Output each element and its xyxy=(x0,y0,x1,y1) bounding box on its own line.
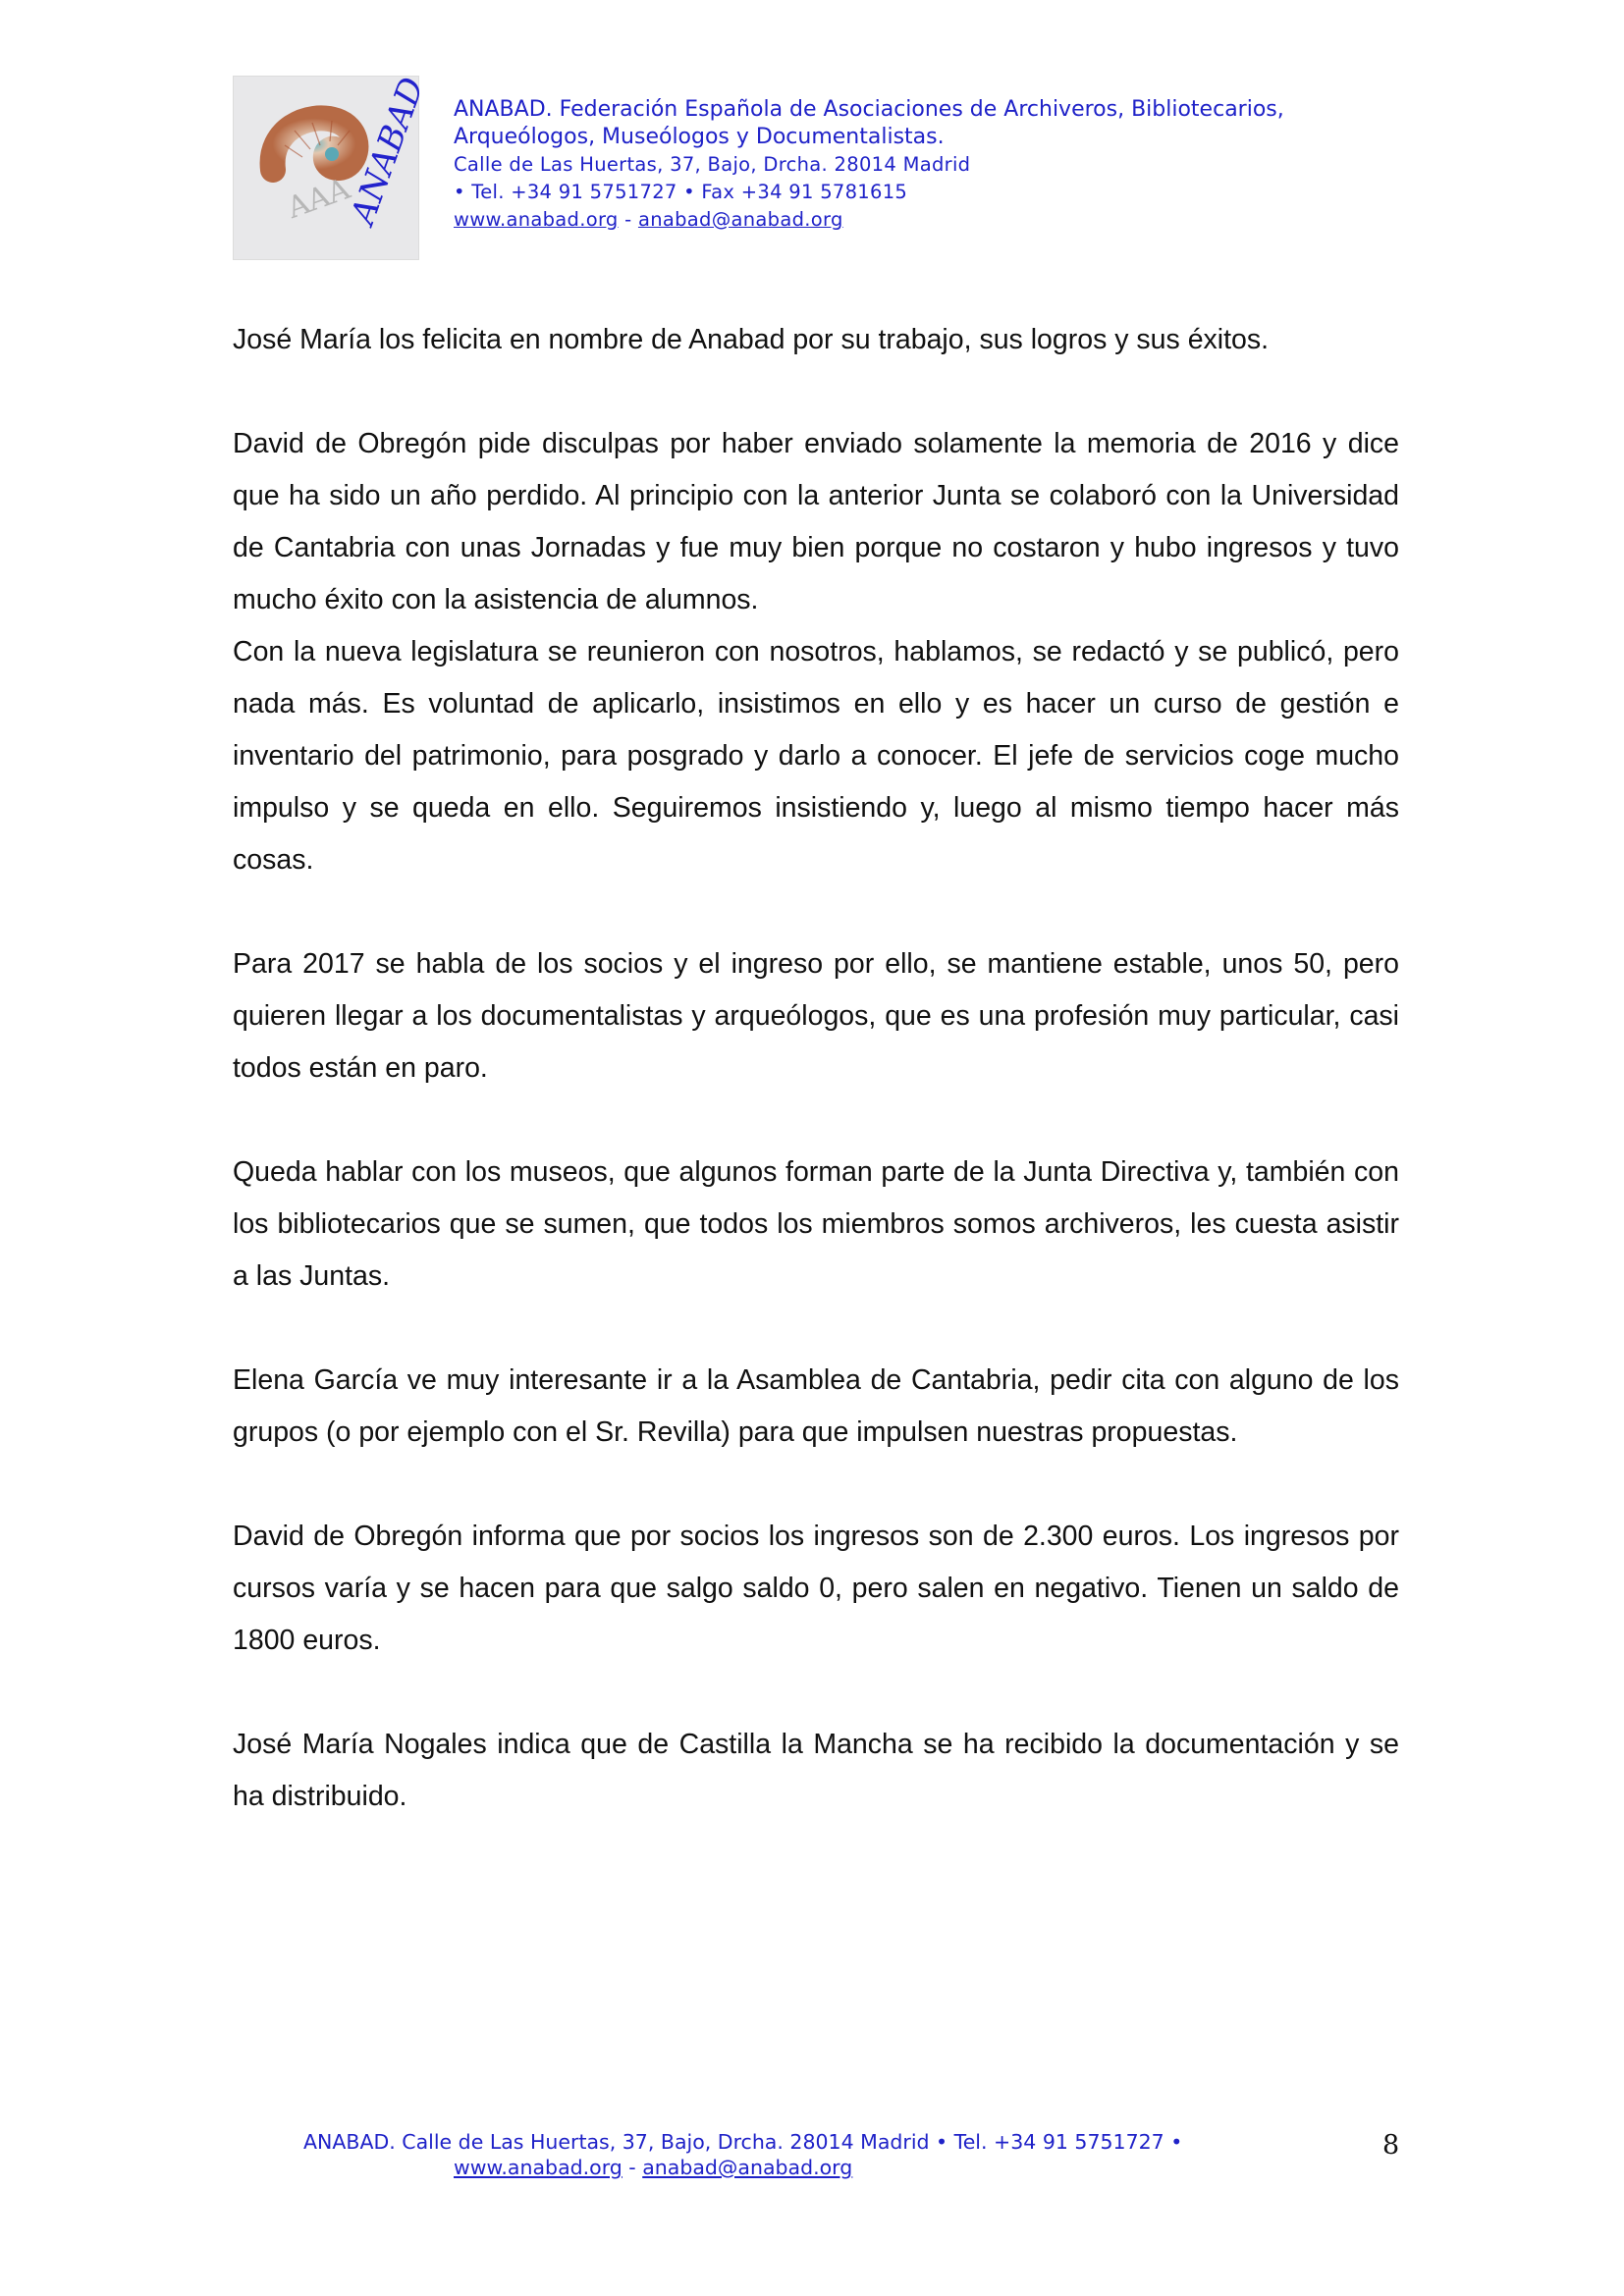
separator: - xyxy=(618,208,638,231)
letterhead xyxy=(454,96,1284,234)
footer-links xyxy=(454,2154,852,2181)
footer-email-link[interactable]: anabad@anabad.org xyxy=(642,2156,853,2179)
address-line: Calle de Las Huertas, 37, Bajo, Drcha. 28014 Madrid xyxy=(454,153,971,176)
footer-address: ANABAD. Calle de Las Huertas, 37, Bajo, Drcha. 28014 Madrid • Tel. +34 91 5751727 • xyxy=(303,2130,1183,2154)
contact-links xyxy=(454,206,1284,234)
paragraph-castilla-mancha: José María Nogales indica que de Castilla la Mancha se ha recibido la documentación y se ha distribuido. xyxy=(233,1729,1399,1812)
org-name-line-1: ANABAD. Federación Española de Asociaciones de Archiveros, Bibliotecarios, xyxy=(454,97,1284,122)
separator: - xyxy=(622,2156,643,2179)
email-link[interactable]: anabad@anabad.org xyxy=(637,208,843,231)
paragraph-congratulations: José María los felicita en nombre de Anabad por su trabajo, sus logros y sus éxitos. xyxy=(233,324,1270,355)
phone-fax-line: • Tel. +34 91 5751727 • Fax +34 91 5781615 xyxy=(454,181,908,203)
paragraph-income-report: David de Obregón informa que por socios los ingresos son de 2.300 euros. Los ingresos por cursos varía y se hacen para que salgo saldo 0, pero salen en negativo. Tienen un saldo de 1800 euros. xyxy=(233,1521,1399,1656)
org-name-line-2: Arqueólogos, Museólogos y Documentalistas. xyxy=(454,125,945,149)
footer-website-link[interactable]: www.anabad.org xyxy=(454,2156,623,2179)
nautilus-logo-icon xyxy=(234,72,433,259)
svg-text:AAA: AAA xyxy=(283,171,355,227)
anabad-logo xyxy=(233,72,433,260)
paragraph-museums: Queda hablar con los museos, que algunos forman parte de la Junta Directiva y, también con los bibliotecarios que se sumen, que todos los miembros somos archiveros, les cuesta asistir a las Juntas. xyxy=(233,1156,1399,1292)
paragraph-elena-garcia: Elena García ve muy interesante ir a la Asamblea de Cantabria, pedir cita con alguno de los grupos (o por ejemplo con el Sr. Revilla) para que impulsen nuestras propuestas. xyxy=(233,1364,1399,1448)
website-link[interactable]: www.anabad.org xyxy=(454,208,619,231)
page-number: 8 xyxy=(1382,2130,1400,2161)
svg-text:ANABAD: ANABAD xyxy=(343,72,433,230)
paragraph-obregon-apology: David de Obregón pide disculpas por haber enviado solamente la memoria de 2016 y dice que ha sido un año perdido. Al principio con la anterior Junta se colaboró con la Universidad de Cantabria con unas Jornadas y fue muy bien porque no costaron y hubo ingresos y tuvo mucho éxito con la asistencia de alumnos. xyxy=(233,428,1399,615)
paragraph-new-legislature: Con la nueva legislatura se reunieron con nosotros, hablamos, se redactó y se publicó, pero nada más. Es voluntad de aplicarlo, insistimos en ello y es hacer un curso de gestión e inventario del patrimonio, para posgrado y darlo a conocer. El jefe de servicios coge mucho impulso y se queda en ello. Seguiremos insistiendo y, luego al mismo tiempo hacer más cosas. xyxy=(233,636,1399,876)
document-body xyxy=(233,314,1399,1823)
paragraph-2017-members: Para 2017 se habla de los socios y el ingreso por ello, se mantiene estable, unos 50, pero quieren llegar a los documentalistas y arqueólogos, que es una profesión muy particular, casi todos están en paro. xyxy=(233,948,1399,1084)
